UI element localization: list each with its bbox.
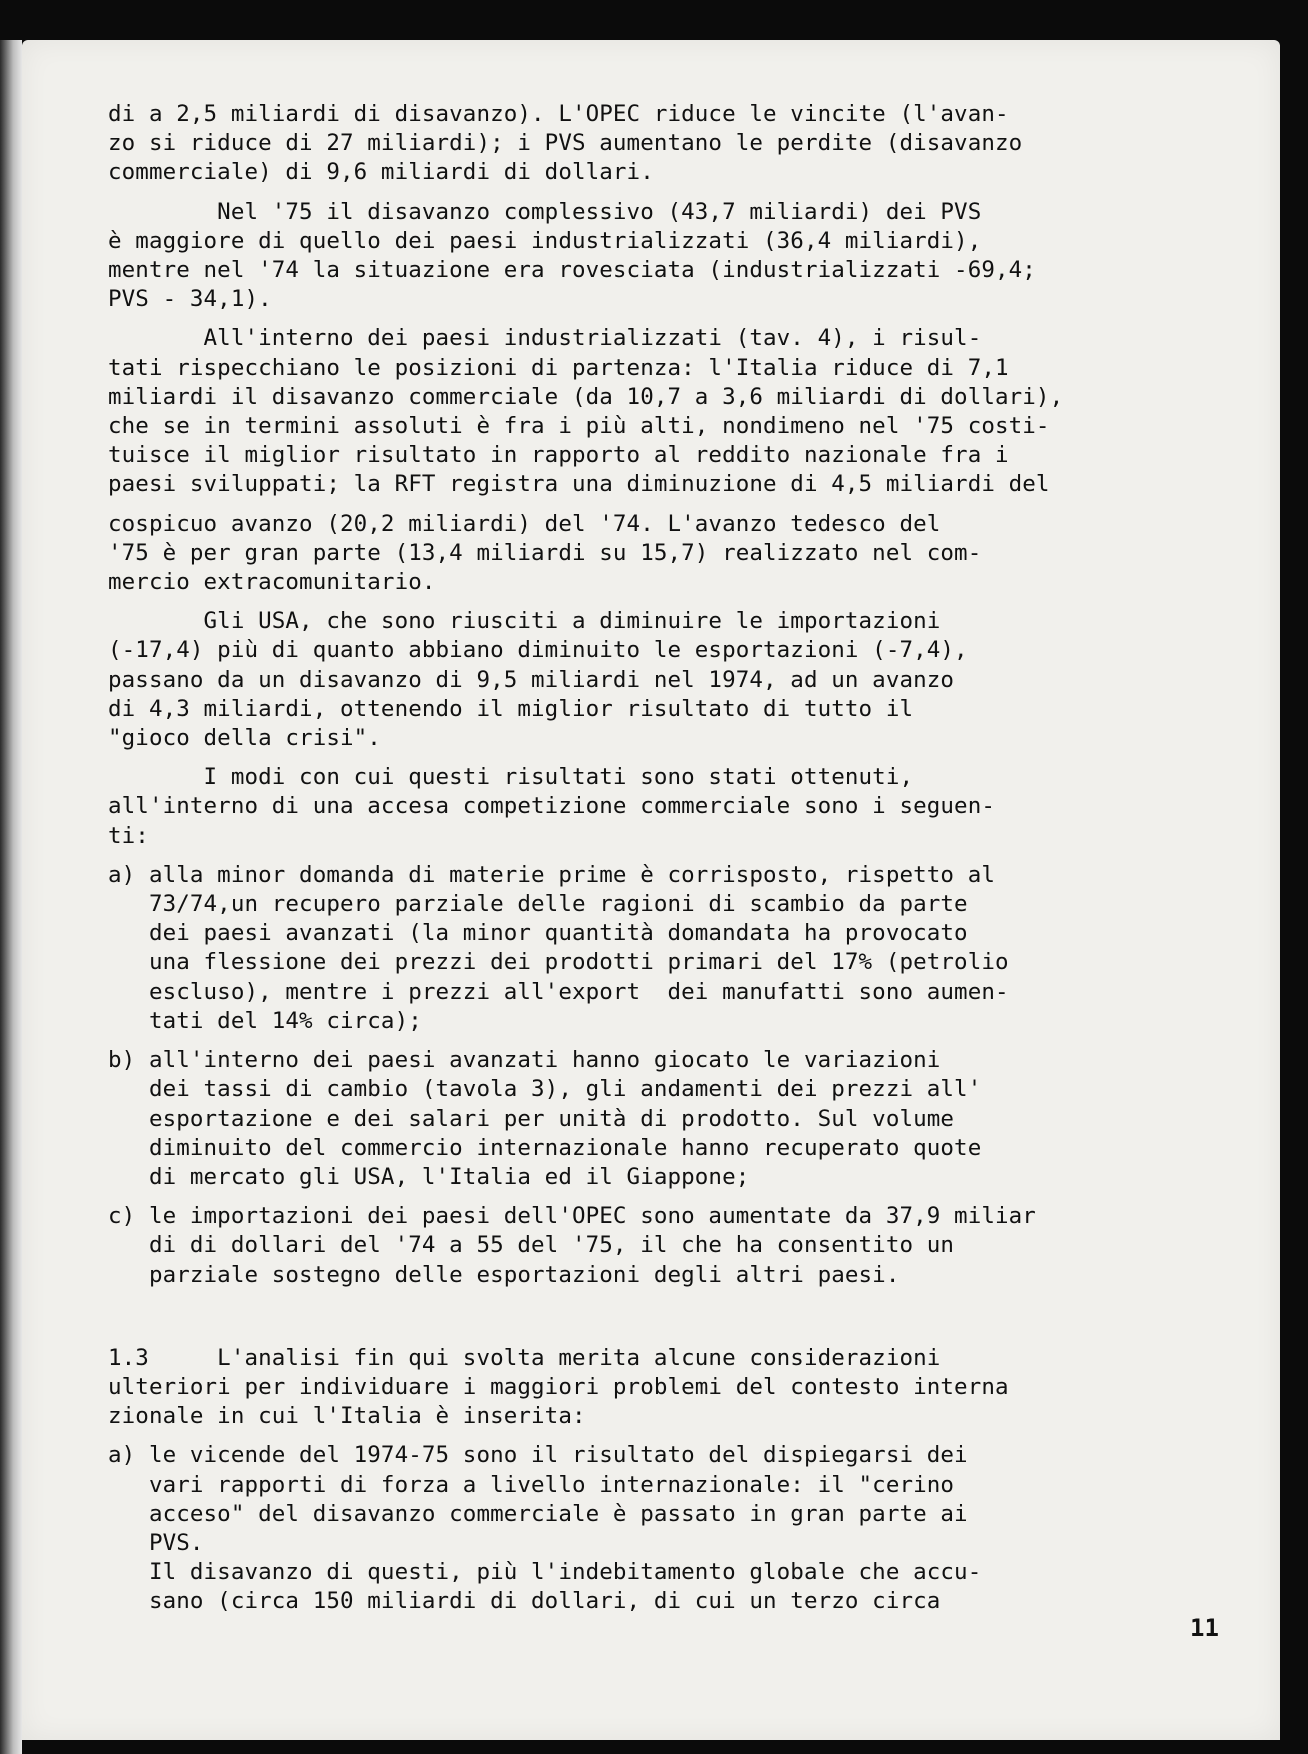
text-line: All'interno dei paesi industrializzati (tav. 4), i risul- [108, 325, 982, 352]
list-item-a: a) le vicende del 1974-75 sono il risultato del dispiegarsi dei [108, 1442, 968, 1469]
text-line: escluso), mentre i prezzi all'export dei manufatti sono aumen- [108, 978, 1009, 1005]
text-line: che se in termini assoluti è fra i più alti, nondimeno nel '75 costi- [108, 413, 1050, 440]
text-line: paesi sviluppati; la RFT registra una diminuzione di 4,5 miliardi del [108, 471, 1050, 498]
text-line: diminuito del commercio internazionale hanno recuperato quote [108, 1134, 982, 1161]
text-line: tati del 14% circa); [108, 1007, 422, 1034]
text-line: zo si riduce di 27 miliardi); i PVS aumentano le perdite (disavanzo [108, 130, 1023, 157]
text-line: di 4,3 miliardi, ottenendo il miglior risultato di tutto il [108, 695, 914, 722]
text-line: acceso" del disavanzo commerciale è passato in gran parte ai [108, 1500, 968, 1527]
text-line: sano (circa 150 miliardi di dollari, di cui un terzo circa [108, 1588, 941, 1615]
text-line: di di dollari del '74 a 55 del '75, il che ha consentito un [108, 1232, 955, 1259]
text-line: zionale in cui l'Italia è inserita: [108, 1403, 586, 1430]
text-line: mentre nel '74 la situazione era rovesciata (industrializzati -69,4; [108, 257, 1036, 284]
text-line: mercio extracomunitario. [108, 569, 436, 596]
text-line: Il disavanzo di questi, più l'indebitamento globale che accu- [108, 1559, 982, 1586]
text-line: commerciale) di 9,6 miliardi di dollari. [108, 159, 654, 186]
text-line: una flessione dei prezzi dei prodotti primari del 17% (petrolio [108, 949, 1009, 976]
text-line: tuisce il miglior risultato in rapporto al reddito nazionale fra i [108, 442, 1009, 469]
text-line: (-17,4) più di quanto abbiano diminuito le esportazioni (-7,4), [108, 637, 968, 664]
text-line: PVS. [108, 1529, 204, 1556]
text-line: ulteriori per individuare i maggiori problemi del contesto interna [108, 1373, 1009, 1400]
text-line: è maggiore di quello dei paesi industrializzati (36,4 miliardi), [108, 227, 982, 254]
list-item-b: b) all'interno dei paesi avanzati hanno giocato le variazioni [108, 1047, 941, 1074]
page-number: 11 [1190, 1614, 1219, 1642]
text-line: dei paesi avanzati (la minor quantità domandata ha provocato [108, 920, 968, 947]
text-line: tati rispecchiano le posizioni di partenza: l'Italia riduce di 7,1 [108, 354, 1009, 381]
text-line: di a 2,5 miliardi di disavanzo). L'OPEC riduce le vincite (l'avan- [108, 101, 1009, 127]
text-line: '75 è per gran parte (13,4 miliardi su 15,7) realizzato nel com- [108, 539, 982, 566]
text-line: parziale sostegno delle esportazioni degli altri paesi. [108, 1261, 900, 1288]
text-line: di mercato gli USA, l'Italia ed il Giappone; [108, 1163, 750, 1190]
text-line: passano da un disavanzo di 9,5 miliardi nel 1974, ad un avanzo [108, 666, 955, 693]
text-line: 73/74,un recupero parziale delle ragioni di scambio da parte [108, 891, 968, 918]
list-item-a: a) alla minor domanda di materie prime è corrisposto, rispetto al [108, 861, 995, 888]
text-line: ti: [108, 822, 149, 849]
text-line: esportazione e dei salari per unità di prodotto. Sul volume [108, 1105, 955, 1132]
text-line: Nel '75 il disavanzo complessivo (43,7 miliardi) dei PVS [108, 198, 982, 225]
list-item-c: c) le importazioni dei paesi dell'OPEC sono aumentate da 37,9 miliar [108, 1203, 1036, 1230]
text-line: vari rapporti di forza a livello internazionale: il "cerino [108, 1471, 955, 1498]
text-line: miliardi il disavanzo commerciale (da 10,7 a 3,6 miliardi di dollari), [108, 383, 1064, 410]
text-line: I modi con cui questi risultati sono stati ottenuti, [108, 764, 914, 791]
scan-left-edge [0, 40, 22, 1754]
document-body [108, 100, 1148, 1617]
text-line: Gli USA, che sono riusciti a diminuire le importazioni [108, 608, 941, 635]
text-line: cospicuo avanzo (20,2 miliardi) del '74. L'avanzo tedesco del [108, 510, 941, 537]
section-heading: 1.3 L'analisi fin qui svolta merita alcune considerazioni [108, 1344, 941, 1371]
text-line: PVS - 34,1). [108, 286, 272, 313]
text-line: dei tassi di cambio (tavola 3), gli andamenti dei prezzi all' [108, 1076, 982, 1103]
text-line: "gioco della crisi". [108, 725, 381, 752]
text-line: all'interno di una accesa competizione commerciale sono i seguen- [108, 793, 995, 820]
